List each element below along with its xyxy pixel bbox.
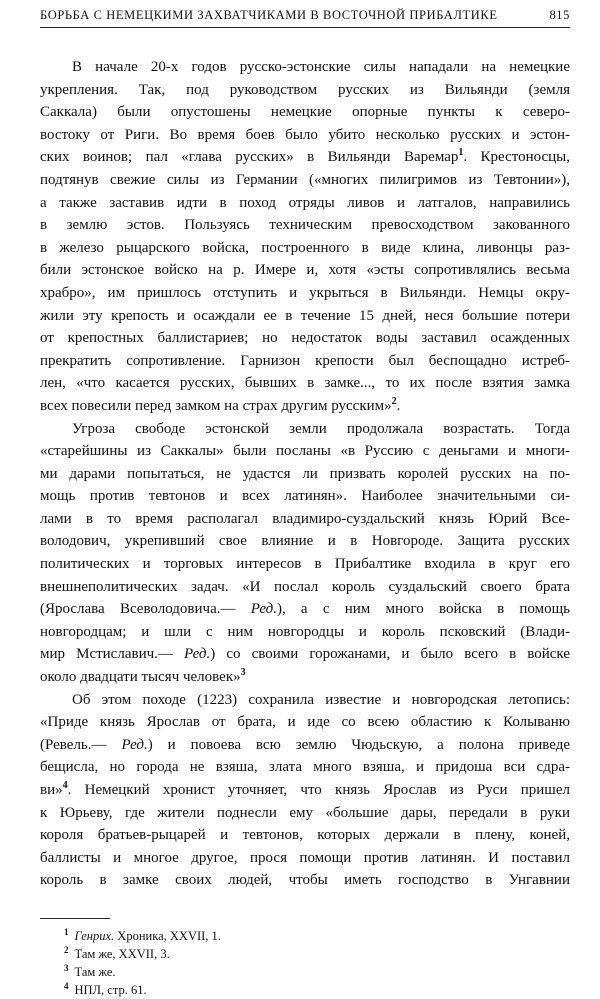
body-text [40,56,570,892]
text-segment: ви» [40,782,63,798]
paragraph-3 [40,689,570,892]
text-line: Саккала) были опустошены немецкие опорные пункты к северо- [40,104,570,121]
text-line: «старейшины из Саккалы» были посланы «в Руссию с деньгами и многи- [40,443,570,460]
footnote-text: Хроника, XXVII, 1. [117,928,221,943]
text-segment: . Немецкий хронист уточняет, что князь Ярослав из Руси пришел [67,782,570,798]
text-line: политических и торговых интересов в Прибалтике входила в круг его [40,556,570,573]
text-segment: . Крестоносцы, [463,149,571,166]
text-line: володович, укрепивший свое влияние и в Новгороде. Защита русских [40,533,570,550]
editor-abbrev: Ред. [121,736,148,753]
text-line: в железо рыцарского войска, построенного в виде клина, ливонцы раз- [40,239,570,256]
text-line: востоку от Риги. Во время боев было убито несколько русских и эстон- [40,126,570,143]
text-segment: . [396,397,401,414]
text-line: Об этом походе (1223) сохранила известие и новгородская летопись: [72,691,570,708]
text-segment: мир Мстиславич.— [40,646,173,663]
text-line [40,146,570,169]
page-number: 815 [549,8,570,22]
paragraph-1 [40,56,570,418]
text-line [40,598,570,621]
paragraph-2 [40,418,570,689]
footnote-1 [64,927,570,945]
text-segment: ) со своими горожанами, и было всего в войске [210,646,570,663]
text-segment: ) и повоева всю землю Чюдьскую, а полона приведе [147,736,570,753]
footnote-4 [64,981,570,999]
text-line: жили эту крепость и осаждали ее в течение 15 дней, неся большие потери [40,307,570,324]
text-line: к Юрьеву, где жители поднесли ему «большие дары, передали в руки [40,804,570,821]
footnote-ref[interactable]: 4 [62,780,68,791]
footnote-ref[interactable]: 1 [458,147,464,159]
text-line: лами в то время располагал владимиро-суздальский князь Юрий Все- [40,510,570,527]
text-line: внешнеполитических задач. «И послал король суздальский своего брата [40,578,570,595]
running-header [40,8,570,28]
text-line: короля братьев-рыцарей и тевтонов, которых держали в плену, коней, [40,827,570,844]
footnote-3 [64,963,570,981]
text-line: прекратить сопротивление. Гарнизон крепости был беспощадно истреб- [40,352,570,369]
editor-abbrev: Ред. [184,646,211,663]
footnote-number: 1 [64,926,69,937]
footnote-text: Там же. [74,964,116,979]
text-segment: около двадцати тысяч человек» [40,669,241,686]
text-line: ми дарами попытаться, не удастся ли призвать королей русских на по- [40,465,570,482]
text-line: баллисты и многое другое, прося помощи против латинян. И поставил [40,849,570,866]
text-line: в землю эстов. Пользуясь техническим превосходством закованного [40,217,570,234]
text-line: от крепостных баллистариев; но недостаток воды заставил осажденных [40,330,570,347]
text-line [40,666,570,689]
footnote-number: 3 [64,962,69,973]
text-segment: ских воинов; пал «глава русских» в Вильянди Варемар [40,149,459,166]
footnote-number: 4 [64,980,69,991]
text-line [40,734,570,757]
text-segment: (Ярослава Всеволодовича.— [40,601,236,618]
text-line: В начале 20-х годов русско-эстонские силы нападали на немецкие [72,59,570,75]
text-line: били эстонское войско на р. Имере и, хотя «эсты сопротивлялись весьма [40,262,570,279]
text-line: храбро», им пришлось отступить и укрыться в Вильянди. Немцы окру- [40,284,570,301]
footnote-author: Генрих. [74,928,115,943]
text-line: а также заставив идти в поход отряды ливов и латгалов, направились [40,194,570,211]
text-line: новгородцам; и шли с ним новгородцы и король псковский (Влади- [40,623,570,640]
editor-abbrev: Ред. [250,601,277,618]
text-segment: всех повесили перед замком на страх другим русским» [40,397,392,414]
text-line [40,643,570,666]
text-line [40,779,570,802]
text-line [40,395,570,418]
footnote-text: НПЛ, стр. 61. [74,982,147,997]
footnote-number: 2 [64,944,69,955]
footnote-2 [64,945,570,963]
footnotes [40,927,570,999]
text-line: подтянув свежие силы из Германии («многих пилигримов из Тевтонии»), [40,171,570,188]
text-segment: ), а с ним много войска в помощь [276,601,571,618]
book-page [40,8,570,999]
text-segment: (Ревель.— [40,736,107,753]
text-line: лен, «что касается русских, бывших в замке..., то их после взятия замка [40,375,570,392]
text-line: король в замке своих людей, чтобы иметь господство в Унгавнии [40,872,570,889]
footnote-divider [40,918,110,919]
text-line: мощь против тевтонов и всех латинян». Наиболее значительными си- [40,488,570,505]
footnote-text: Там же, XXVII, 3. [74,946,170,961]
text-line: Угроза свободе эстонской земли продолжала возрастать. Тогда [72,420,570,437]
chapter-title: БОРЬБА С НЕМЕЦКИМИ ЗАХВАТЧИКАМИ В ВОСТОЧНОЙ ПРИБАЛТИКЕ [40,8,498,22]
text-line: укрепления. Так, под руководством русских из Вильянди (земля [40,81,570,98]
text-line: «Приде князь Ярослав от брата, и иде со всею областию к Колываню [40,714,570,731]
footnote-ref[interactable]: 3 [240,667,246,679]
text-line: бещисла, но города не взяша, злата много взяша, и придоша вси сдра- [40,759,570,776]
footnote-ref[interactable]: 2 [391,395,397,407]
